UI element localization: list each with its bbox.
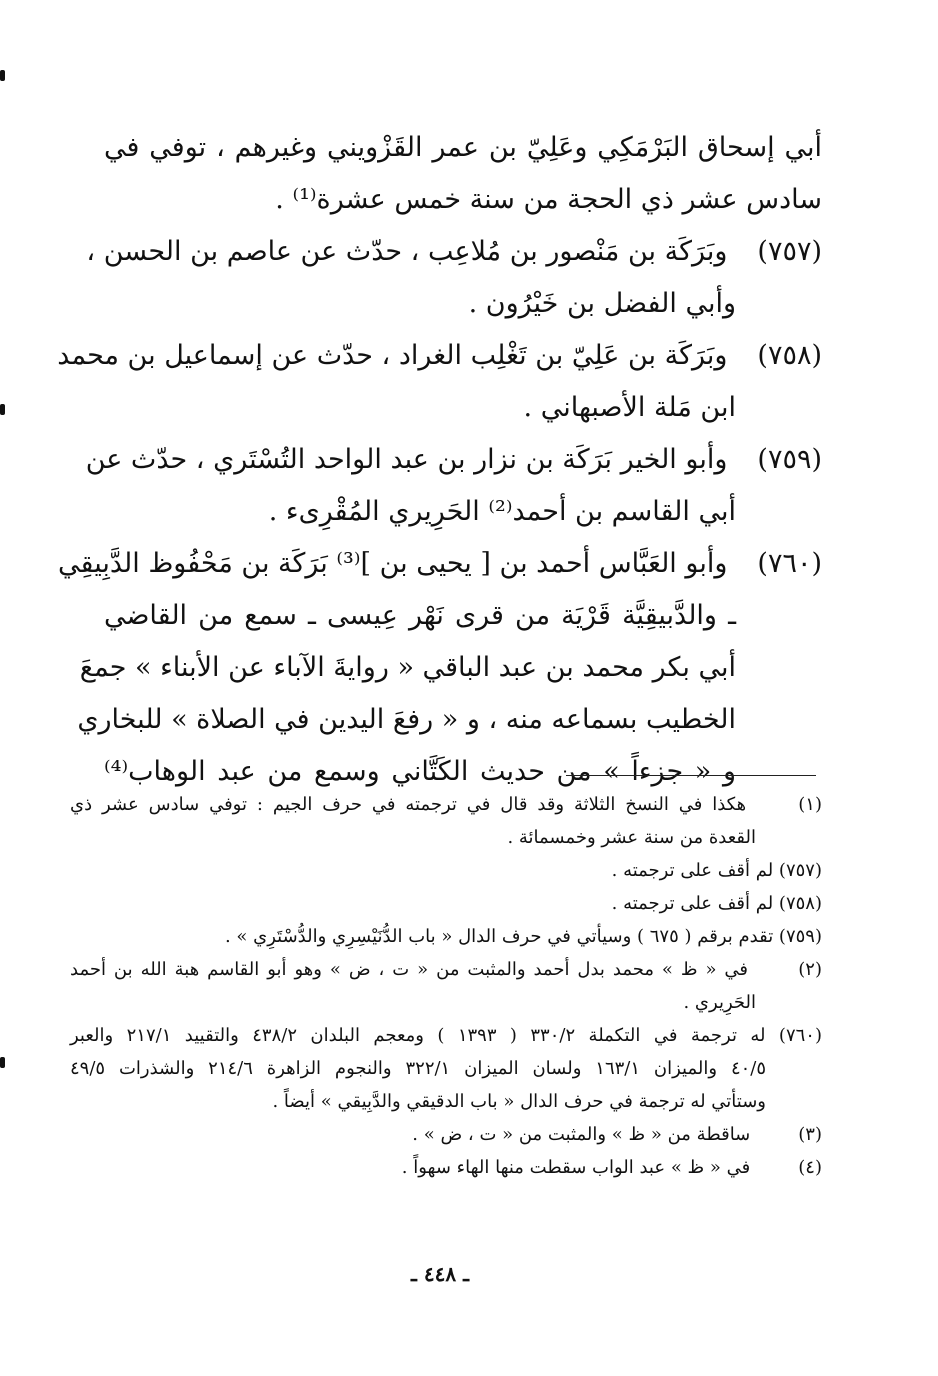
footnotes (70, 788, 822, 1184)
footnote-2 (70, 953, 822, 1019)
page-number: ـ ٤٤٨ ـ (411, 1262, 469, 1286)
footnote-number: (٢) (798, 959, 822, 980)
footnote-4 (70, 1151, 822, 1184)
footnote-text: الحَرِيري . (683, 992, 756, 1013)
entry-number: (٧٥٨) (757, 340, 822, 371)
entry-text: وأبو الخير بَرَكَة بن نزار بن عبد الواحد التُسْتَري ، حدّث عن (85, 444, 728, 475)
margin-mark (0, 1057, 5, 1068)
entry-text: الخطيب بسماعه منه ، و « رفعَ اليدين في الصلاة » للبخاري (77, 704, 736, 735)
footnote-number: (٣) (798, 1124, 822, 1145)
footnote-3 (70, 1118, 822, 1151)
entry-number: (٧٥٧) (757, 236, 822, 267)
footnote-number: (١) (798, 794, 822, 815)
footnote-757: (٧٥٧) لم أقف على ترجمته . (611, 860, 822, 881)
entry-number: (٧٥٩) (757, 444, 822, 475)
entry-text: وأبي الفضل بن خَيْرُون . (468, 288, 736, 319)
footnote-text: ساقطة من « ظ » والمثبت من « ت ، ض » . (412, 1124, 751, 1145)
footnote-text: هكذا في النسخ الثلاثة وقد قال في ترجمته في حرف الجيم : توفي سادس عشر ذي (70, 794, 747, 815)
entry-text: وبَرَكَة بن عَلِيّ بن تَغْلِب الغراد ، حدّث عن إسماعيل بن محمد (57, 340, 728, 371)
entry-759 (85, 434, 822, 538)
footnote-758: (٧٥٨) لم أقف على ترجمته . (611, 893, 822, 914)
footnote-1 (70, 788, 822, 854)
footnote-760 (70, 1019, 822, 1118)
entry-text: أبي القاسم بن أحمد⁽²⁾ الحَرِيري المُقْرِىء . (268, 496, 736, 527)
margin-mark (0, 70, 5, 81)
footnote-759: (٧٥٩) تقدم برقم ( ٦٧٥ ) وسيأتي في حرف الدال « باب الدُّنَيْسِرِي والدُّسْتَرِي » . (224, 926, 822, 947)
entry-text: ـ والدَّبيقِيَّة قَرْيَة من قرى نَهْر عِيسى ـ سمع من القاضي (104, 600, 736, 631)
entry-758 (57, 330, 822, 434)
footnote-text: ٤٠/٥ والميزان ١٦٣/١ ولسان الميزان ٣٢٢/١ والنجوم الزاهرة ٢١٤/٦ والشذرات ٤٩/٥ (70, 1058, 767, 1079)
entry-text: ابن مَلة الأصبهاني . (523, 392, 736, 423)
entry-757 (86, 226, 822, 330)
entry-number: (٧٦٠) (757, 548, 822, 579)
entry-text: و « جزءاً » من حديث الكَتَّاني وسمع من عبد الوهاب⁽⁴⁾ (104, 756, 736, 787)
entry-760 (58, 538, 822, 798)
footnote-text: وستأتي له ترجمة في حرف الدال « باب الدقيقي والدَّبِيقي » أيضاً . (272, 1091, 766, 1112)
margin-mark (0, 404, 5, 415)
text-line: أبي إسحاق البَرْمَكِي وعَلِيّ بن عمر القَزْويني وغيرهم ، توفي في (104, 132, 822, 163)
footnote-number: (٤) (798, 1157, 822, 1178)
entry-text: وبَرَكَة بن مَنْصور بن مُلاعِب ، حدّث عن عاصم بن الحسن ، (86, 236, 728, 267)
main-text (57, 122, 822, 798)
footnote-text: القعدة من سنة عشر وخمسمائة . (507, 827, 756, 848)
footnote-separator (566, 775, 816, 776)
text-line: سادس عشر ذي الحجة من سنة خمس عشرة⁽¹⁾ . (275, 184, 822, 215)
footnote-text: في « ظ » محمد بدل أحمد والمثبت من « ت ، ض » وهو أبو القاسم هبة الله بن أحمد (70, 959, 749, 980)
footnote-text: (٧٦٠) له ترجمة في التكملة ٣٣٠/٢ ( ١٣٩٣ ) ومعجم البلدان ٤٣٨/٢ والتقييد ٢١٧/١ والعبر (70, 1025, 822, 1046)
footnote-text: في « ظ » عبد الواب سقطت منها الهاء سهواً . (401, 1157, 751, 1178)
entry-text: أبي بكر محمد بن عبد الباقي « روايةَ الآباء عن الأبناء » جمعَ (79, 652, 736, 683)
entry-text: وأبو العَبَّاس أحمد بن [ يحيى بن ]⁽³⁾ بَرَكَة بن مَحْفُوظ الدَّبِيقِي (58, 548, 728, 579)
